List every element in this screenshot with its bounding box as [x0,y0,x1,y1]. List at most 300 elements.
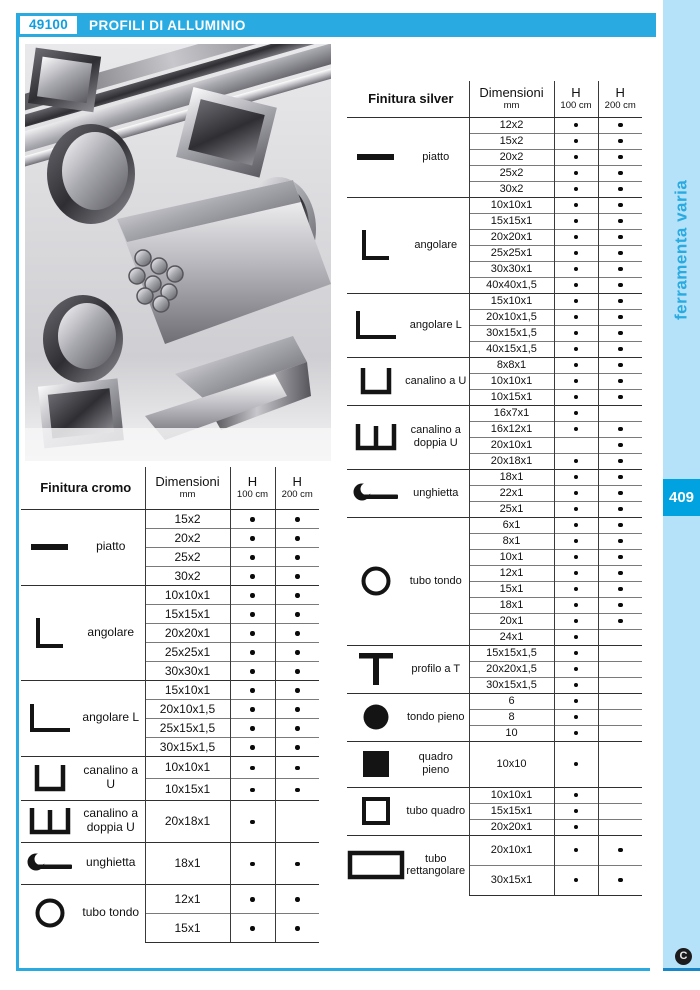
dimension-cell: 15x1 [469,581,554,597]
availability-cell [275,661,319,680]
availability-dot [250,707,255,712]
availability-cell [554,865,598,895]
profile-label: tubo tondo [82,905,140,920]
availability-cell [598,819,642,835]
availability-cell [598,835,642,865]
availability-dot [618,267,623,272]
dimension-cell: 20x20x1,5 [469,661,554,677]
availability-dot [574,603,579,608]
availability-cell [598,597,642,613]
finitura-cromo-table [21,467,319,943]
dimension-cell: 10x15x1 [469,389,554,405]
dimension-cell: 18x1 [145,842,230,884]
canalino-doppia-u-icon [21,806,79,836]
availability-dot [574,683,579,688]
profile-label: piatto [96,539,126,554]
availability-dot [618,603,623,608]
availability-cell [554,197,598,213]
availability-cell [230,661,275,680]
availability-cell [598,357,642,373]
dimension-cell: 20x10x1 [469,437,554,453]
dimension-cell: 20x20x1 [469,819,554,835]
availability-cell [554,549,598,565]
sidebar-bottom-rule [663,968,700,971]
availability-dot [618,123,623,128]
availability-dot [618,587,623,592]
availability-dot [250,517,255,522]
profile-label: tubo quadro [406,804,466,817]
availability-dot [295,574,300,579]
profile-label: tondo pieno [407,710,465,723]
page-number-badge: 409 [663,479,700,516]
dimension-cell: 12x2 [469,117,554,133]
availability-dot [618,251,623,256]
availability-cell [230,566,275,585]
table-row [347,693,642,709]
product-photo [25,44,331,461]
availability-dot [574,459,579,464]
dimension-cell: 10x15x1 [145,778,230,800]
availability-dot [618,443,623,448]
availability-dot [250,593,255,598]
availability-dot [574,491,579,496]
availability-cell [275,642,319,661]
profile-group-cell [21,585,145,680]
availability-cell [554,149,598,165]
availability-cell [275,566,319,585]
dimension-cell: 16x12x1 [469,421,554,437]
dimension-cell: 8x8x1 [469,357,554,373]
dimension-cell: 18x1 [469,469,554,485]
dimension-cell: 24x1 [469,629,554,645]
availability-dot [250,926,255,931]
availability-dot [574,635,579,640]
profile-group-cell [347,693,469,741]
availability-dot [618,459,623,464]
availability-cell [554,277,598,293]
availability-dot [574,251,579,256]
canalino-doppia-u-icon [347,422,405,452]
table-row [347,117,642,133]
dimension-cell: 10 [469,725,554,741]
table-header-row [21,467,319,509]
availability-cell [230,699,275,718]
availability-cell [230,756,275,778]
availability-dot [618,491,623,496]
dimension-cell: 20x20x1 [469,229,554,245]
dimension-cell: 20x10x1 [469,835,554,865]
availability-dot [250,862,255,867]
dimension-cell: 20x2 [469,149,554,165]
availability-cell [554,613,598,629]
dimension-cell: 20x18x1 [469,453,554,469]
page-title: PROFILI DI ALLUMINIO [89,17,246,33]
availability-cell [598,803,642,819]
availability-cell [230,737,275,756]
table-row [347,835,642,865]
availability-dot [618,363,623,368]
availability-cell [598,261,642,277]
availability-dot [574,507,579,512]
profile-label: tubo tondo [409,574,462,587]
availability-cell [554,835,598,865]
availability-dot [295,517,300,522]
availability-cell [230,913,275,942]
dimension-cell: 15x2 [469,133,554,149]
availability-dot [574,699,579,704]
availability-dot [295,726,300,731]
tubo-quadro-icon [347,796,405,826]
availability-cell [554,581,598,597]
availability-cell [598,197,642,213]
availability-cell [275,737,319,756]
table-row [347,645,642,661]
profile-group-cell [21,756,145,800]
dimension-cell: 6x1 [469,517,554,533]
availability-cell [598,245,642,261]
availability-dot [250,536,255,541]
dimension-cell: 30x15x1,5 [469,325,554,341]
profile-label: canalino a U [405,374,467,387]
availability-cell [275,585,319,604]
dimension-cell: 20x2 [145,528,230,547]
profile-label: tubo rettangolare [406,852,466,878]
availability-cell [554,325,598,341]
availability-dot [295,766,300,771]
dimension-cell: 10x1 [469,549,554,565]
availability-dot [574,171,579,176]
availability-dot [574,587,579,592]
dimension-cell: 20x10x1,5 [145,699,230,718]
canalino-u-icon [347,366,405,396]
publisher-logo: C [675,948,692,965]
dimension-cell: 30x2 [145,566,230,585]
quadro-pieno-icon [347,750,405,778]
availability-cell [598,325,642,341]
availability-cell [554,357,598,373]
availability-dot [574,878,579,883]
dimension-cell: 10x10x1 [145,756,230,778]
tubo-rettangolare-icon [347,850,405,880]
availability-cell [554,517,598,533]
availability-cell [554,133,598,149]
dimension-cell: 25x25x1 [469,245,554,261]
availability-dot [295,788,300,793]
dimension-cell: 30x15x1,5 [145,737,230,756]
availability-cell [554,117,598,133]
table-title-cell [347,81,469,117]
profile-group-cell [347,835,469,895]
profile-group-cell [21,800,145,842]
availability-dot [295,555,300,560]
dimension-cell: 25x2 [469,165,554,181]
availability-cell [230,509,275,528]
availability-cell [275,699,319,718]
table-row [21,680,319,699]
availability-dot [574,347,579,352]
availability-cell [598,677,642,693]
profile-label: piatto [422,150,450,163]
unghietta-icon [347,482,405,504]
dimension-cell: 10x10x1 [469,373,554,389]
table-row [347,787,642,803]
availability-dot [295,688,300,693]
availability-dot [618,283,623,288]
dimension-column-header: Dimensioni mm [145,467,230,509]
availability-cell [554,677,598,693]
availability-cell [598,149,642,165]
availability-dot [574,825,579,830]
availability-cell [554,819,598,835]
profile-group-cell [21,842,145,884]
profile-label: profilo a T [411,662,461,675]
dimension-cell: 30x2 [469,181,554,197]
dimension-cell: 15x1 [145,913,230,942]
availability-cell [598,741,642,787]
availability-dot [250,766,255,771]
profile-label: angolare L [82,710,140,725]
availability-dot [250,631,255,636]
availability-cell [598,549,642,565]
h100-column-header: H 100 cm [230,467,275,509]
availability-cell [554,181,598,197]
availability-dot [574,793,579,798]
dimension-cell: 15x15x1 [145,604,230,623]
availability-cell [554,421,598,437]
availability-cell [598,213,642,229]
availability-dot [295,926,300,931]
availability-cell [230,642,275,661]
availability-dot [574,331,579,336]
availability-cell [554,213,598,229]
availability-dot [574,809,579,814]
angolare-l-icon [347,309,405,341]
availability-cell [554,373,598,389]
sidebar [663,0,700,968]
availability-dot [618,347,623,352]
dimension-cell: 16x7x1 [469,405,554,421]
piatto-icon [347,151,405,163]
availability-dot [250,669,255,674]
availability-dot [618,203,623,208]
dimension-cell: 25x15x1,5 [145,718,230,737]
profile-group-cell [347,293,469,357]
table-row [347,197,642,213]
availability-cell [598,581,642,597]
dimension-cell: 15x10x1 [469,293,554,309]
availability-cell [275,623,319,642]
availability-cell [275,842,319,884]
availability-cell [598,389,642,405]
availability-dot [574,187,579,192]
table-row [21,509,319,528]
availability-dot [250,555,255,560]
availability-cell [554,165,598,181]
availability-cell [554,261,598,277]
profile-label: canalino a U [83,763,139,791]
availability-cell [598,565,642,581]
availability-dot [295,650,300,655]
availability-dot [574,363,579,368]
availability-dot [618,171,623,176]
profile-label: angolare [87,624,135,639]
availability-dot [574,555,579,560]
availability-cell [554,787,598,803]
availability-dot [295,631,300,636]
availability-dot [618,523,623,528]
availability-dot [250,897,255,902]
availability-dot [618,139,623,144]
table-row [21,800,319,842]
availability-cell [554,501,598,517]
availability-cell [598,613,642,629]
availability-cell [275,680,319,699]
catalog-code-badge: 49100 [20,16,77,34]
availability-dot [618,555,623,560]
availability-dot [574,139,579,144]
table-row [347,293,642,309]
availability-cell [554,293,598,309]
dimension-column-header: Dimensioni mm [469,81,554,117]
availability-dot [618,848,623,853]
dimension-cell: 10x10x1 [469,197,554,213]
availability-dot [295,897,300,902]
dimension-cell: 40x15x1,5 [469,341,554,357]
profile-group-cell [21,884,145,942]
tubo-tondo-icon [21,897,79,929]
availability-dot [295,745,300,750]
dimension-cell: 18x1 [469,597,554,613]
piatto-icon [21,541,79,553]
availability-cell [598,293,642,309]
dimension-cell: 20x20x1 [145,623,230,642]
profile-label: canalino a doppia U [83,806,139,834]
availability-dot [295,612,300,617]
availability-dot [574,411,579,416]
availability-cell [554,693,598,709]
availability-dot [250,788,255,793]
availability-cell [230,680,275,699]
table-row [347,517,642,533]
dimension-cell: 22x1 [469,485,554,501]
profile-label: canalino a doppia U [410,424,461,449]
availability-cell [230,528,275,547]
availability-cell [275,509,319,528]
availability-cell [554,389,598,405]
availability-dot [574,123,579,128]
availability-cell [554,485,598,501]
h200-column-header: H 200 cm [275,467,319,509]
angolare-l-icon [21,702,79,734]
profile-label: angolare L [409,318,462,331]
table-row [21,842,319,884]
finitura-silver-table [347,81,642,896]
availability-cell [598,133,642,149]
header-bar [16,13,656,37]
availability-dot [574,651,579,656]
availability-cell [598,629,642,645]
dimension-cell: 25x25x1 [145,642,230,661]
aluminum-profiles-illustration [25,44,331,461]
availability-dot [618,299,623,304]
availability-dot [574,155,579,160]
profile-group-cell [347,197,469,293]
dimension-cell: 25x2 [145,547,230,566]
availability-cell [275,718,319,737]
dimension-cell: 15x2 [145,509,230,528]
dimension-cell: 30x30x1 [145,661,230,680]
availability-cell [598,693,642,709]
table-header-row [347,81,642,117]
availability-dot [250,612,255,617]
availability-cell [554,453,598,469]
availability-cell [554,533,598,549]
availability-cell [554,469,598,485]
profile-group-cell [21,509,145,585]
profile-group-cell [21,680,145,756]
availability-cell [554,725,598,741]
availability-dot [295,862,300,867]
availability-dot [618,619,623,624]
table-row [347,405,642,421]
table-row [21,756,319,778]
availability-dot [574,315,579,320]
availability-cell [275,913,319,942]
availability-cell [598,373,642,389]
availability-cell [598,437,642,453]
availability-cell [230,800,275,842]
availability-cell [554,629,598,645]
profile-label: unghietta [413,486,459,499]
availability-dot [574,427,579,432]
table-title-cell [21,467,145,509]
table-row [347,741,642,787]
dimension-cell: 20x1 [469,613,554,629]
availability-cell [554,565,598,581]
availability-cell [598,277,642,293]
dimension-cell: 12x1 [145,884,230,913]
availability-dot [574,379,579,384]
dimension-cell: 30x15x1,5 [469,677,554,693]
profile-group-cell [347,117,469,197]
availability-dot [250,650,255,655]
profile-group-cell [347,405,469,469]
availability-cell [598,865,642,895]
availability-dot [618,187,623,192]
availability-dot [250,745,255,750]
canalino-u-icon [21,763,79,793]
dimension-cell: 25x1 [469,501,554,517]
availability-cell [275,756,319,778]
angolare-icon [347,228,405,262]
availability-cell [554,437,598,453]
profile-group-cell [347,787,469,835]
availability-cell [598,309,642,325]
availability-dot [574,715,579,720]
profile-group-cell [347,741,469,787]
tondo-pieno-icon [347,702,405,732]
availability-cell [598,787,642,803]
page-frame-left-border [16,13,19,971]
availability-cell [554,661,598,677]
availability-dot [618,395,623,400]
availability-cell [598,165,642,181]
availability-dot [618,219,623,224]
dimension-cell: 12x1 [469,565,554,581]
angolare-icon [21,616,79,650]
availability-cell [275,528,319,547]
availability-dot [250,688,255,693]
